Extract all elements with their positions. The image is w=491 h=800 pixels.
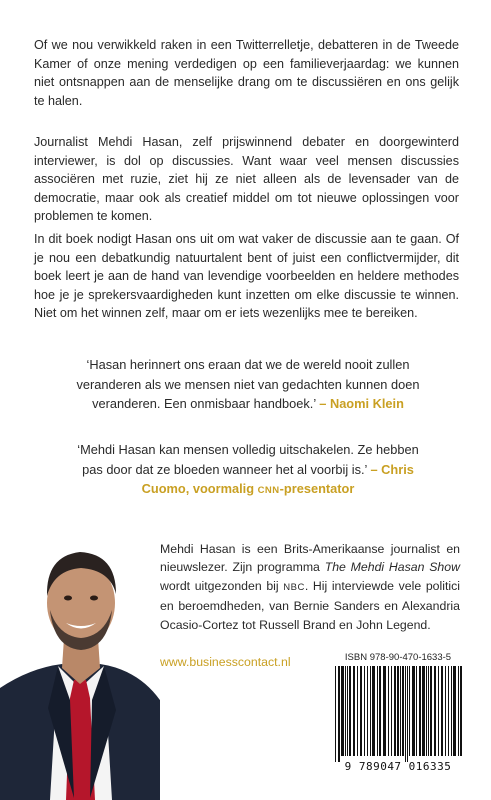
attribution-part: – Chris Cuomo, voormalig: [141, 461, 414, 496]
barcode: [323, 652, 473, 776]
quote-text: ‘Hasan herinnert ons eraan dat we de wereld nooit zullen veranderen als we mensen niet van gedachten kunnen doen veranderen. Een onmisbaar handboek.’: [76, 357, 420, 411]
quote-attribution: – Naomi Klein: [319, 396, 404, 411]
ean-number: 9 789047 016335: [344, 760, 452, 773]
bio-text: . Hij interviewde vele politici en beroemdheden, van Bernie Sanders en Alexandria Ocasio-Cortez tot Russell Brand en John Legend.: [160, 578, 460, 632]
attribution-part: -presentator: [279, 481, 355, 496]
blurb-paragraph-3: In dit boek nodigt Hasan ons uit om wat vaker de discussie aan te gaan. Of je nou een debatkundig natuurtalent bent of juist een conflictvermijder, dit boek leert je aan de hand van levendige voorbeelden en heldere methodes hoe je je sprekersvaardigheden kunt inzetten om elke discussie te winnen. Niet om het winnen zelf, maar om er iets wezenlijks mee te bereiken.: [34, 232, 459, 321]
blurb-paragraph-2: Journalist Mehdi Hasan, zelf prijswinnend debater en doorgewinterd interviewer, is dol op discussies. Want waar veel mensen discussies associëren met ruzie, ziet hij ze niet alleen als de levensader van de democratie, maar ook als creatief middel om tot nieuwe oplossingen voor problemen te komen.: [34, 135, 459, 224]
blurb-paragraph-1: Of we nou verwikkeld raken in een Twitterrelletje, debatteren in de Tweede Kamer of onze mening verdedigen op een familieverjaardag: we kunnen niet ontsnappen aan de menselijke drang om te discussiëren en ons gelijk te halen.: [34, 38, 459, 108]
barcode-bars: [323, 652, 473, 776]
website-link[interactable]: www.businesscontact.nl: [160, 655, 291, 669]
bio-text: wordt uitgezonden bij: [160, 578, 284, 593]
bio-text: Mehdi Hasan is een Brits-Amerikaanse journalist en nieuwslezer. Zijn programma: [160, 542, 460, 575]
bio-show-title: The Mehdi Hasan Show: [324, 560, 460, 575]
attribution-network: CNN: [257, 485, 280, 496]
quote-naomi-klein: [68, 355, 428, 414]
isbn-label: ISBN 978-90-470-1633-5: [344, 652, 452, 663]
quote-text: ‘Mehdi Hasan kan mensen volledig uitschakelen. Ze hebben pas door dat ze bloeden wanneer het al voorbij is.’: [77, 442, 419, 477]
quote-chris-cuomo: [68, 440, 428, 501]
author-photo: [0, 528, 160, 800]
bio-network: NBC: [283, 581, 305, 593]
author-bio: [160, 540, 460, 634]
